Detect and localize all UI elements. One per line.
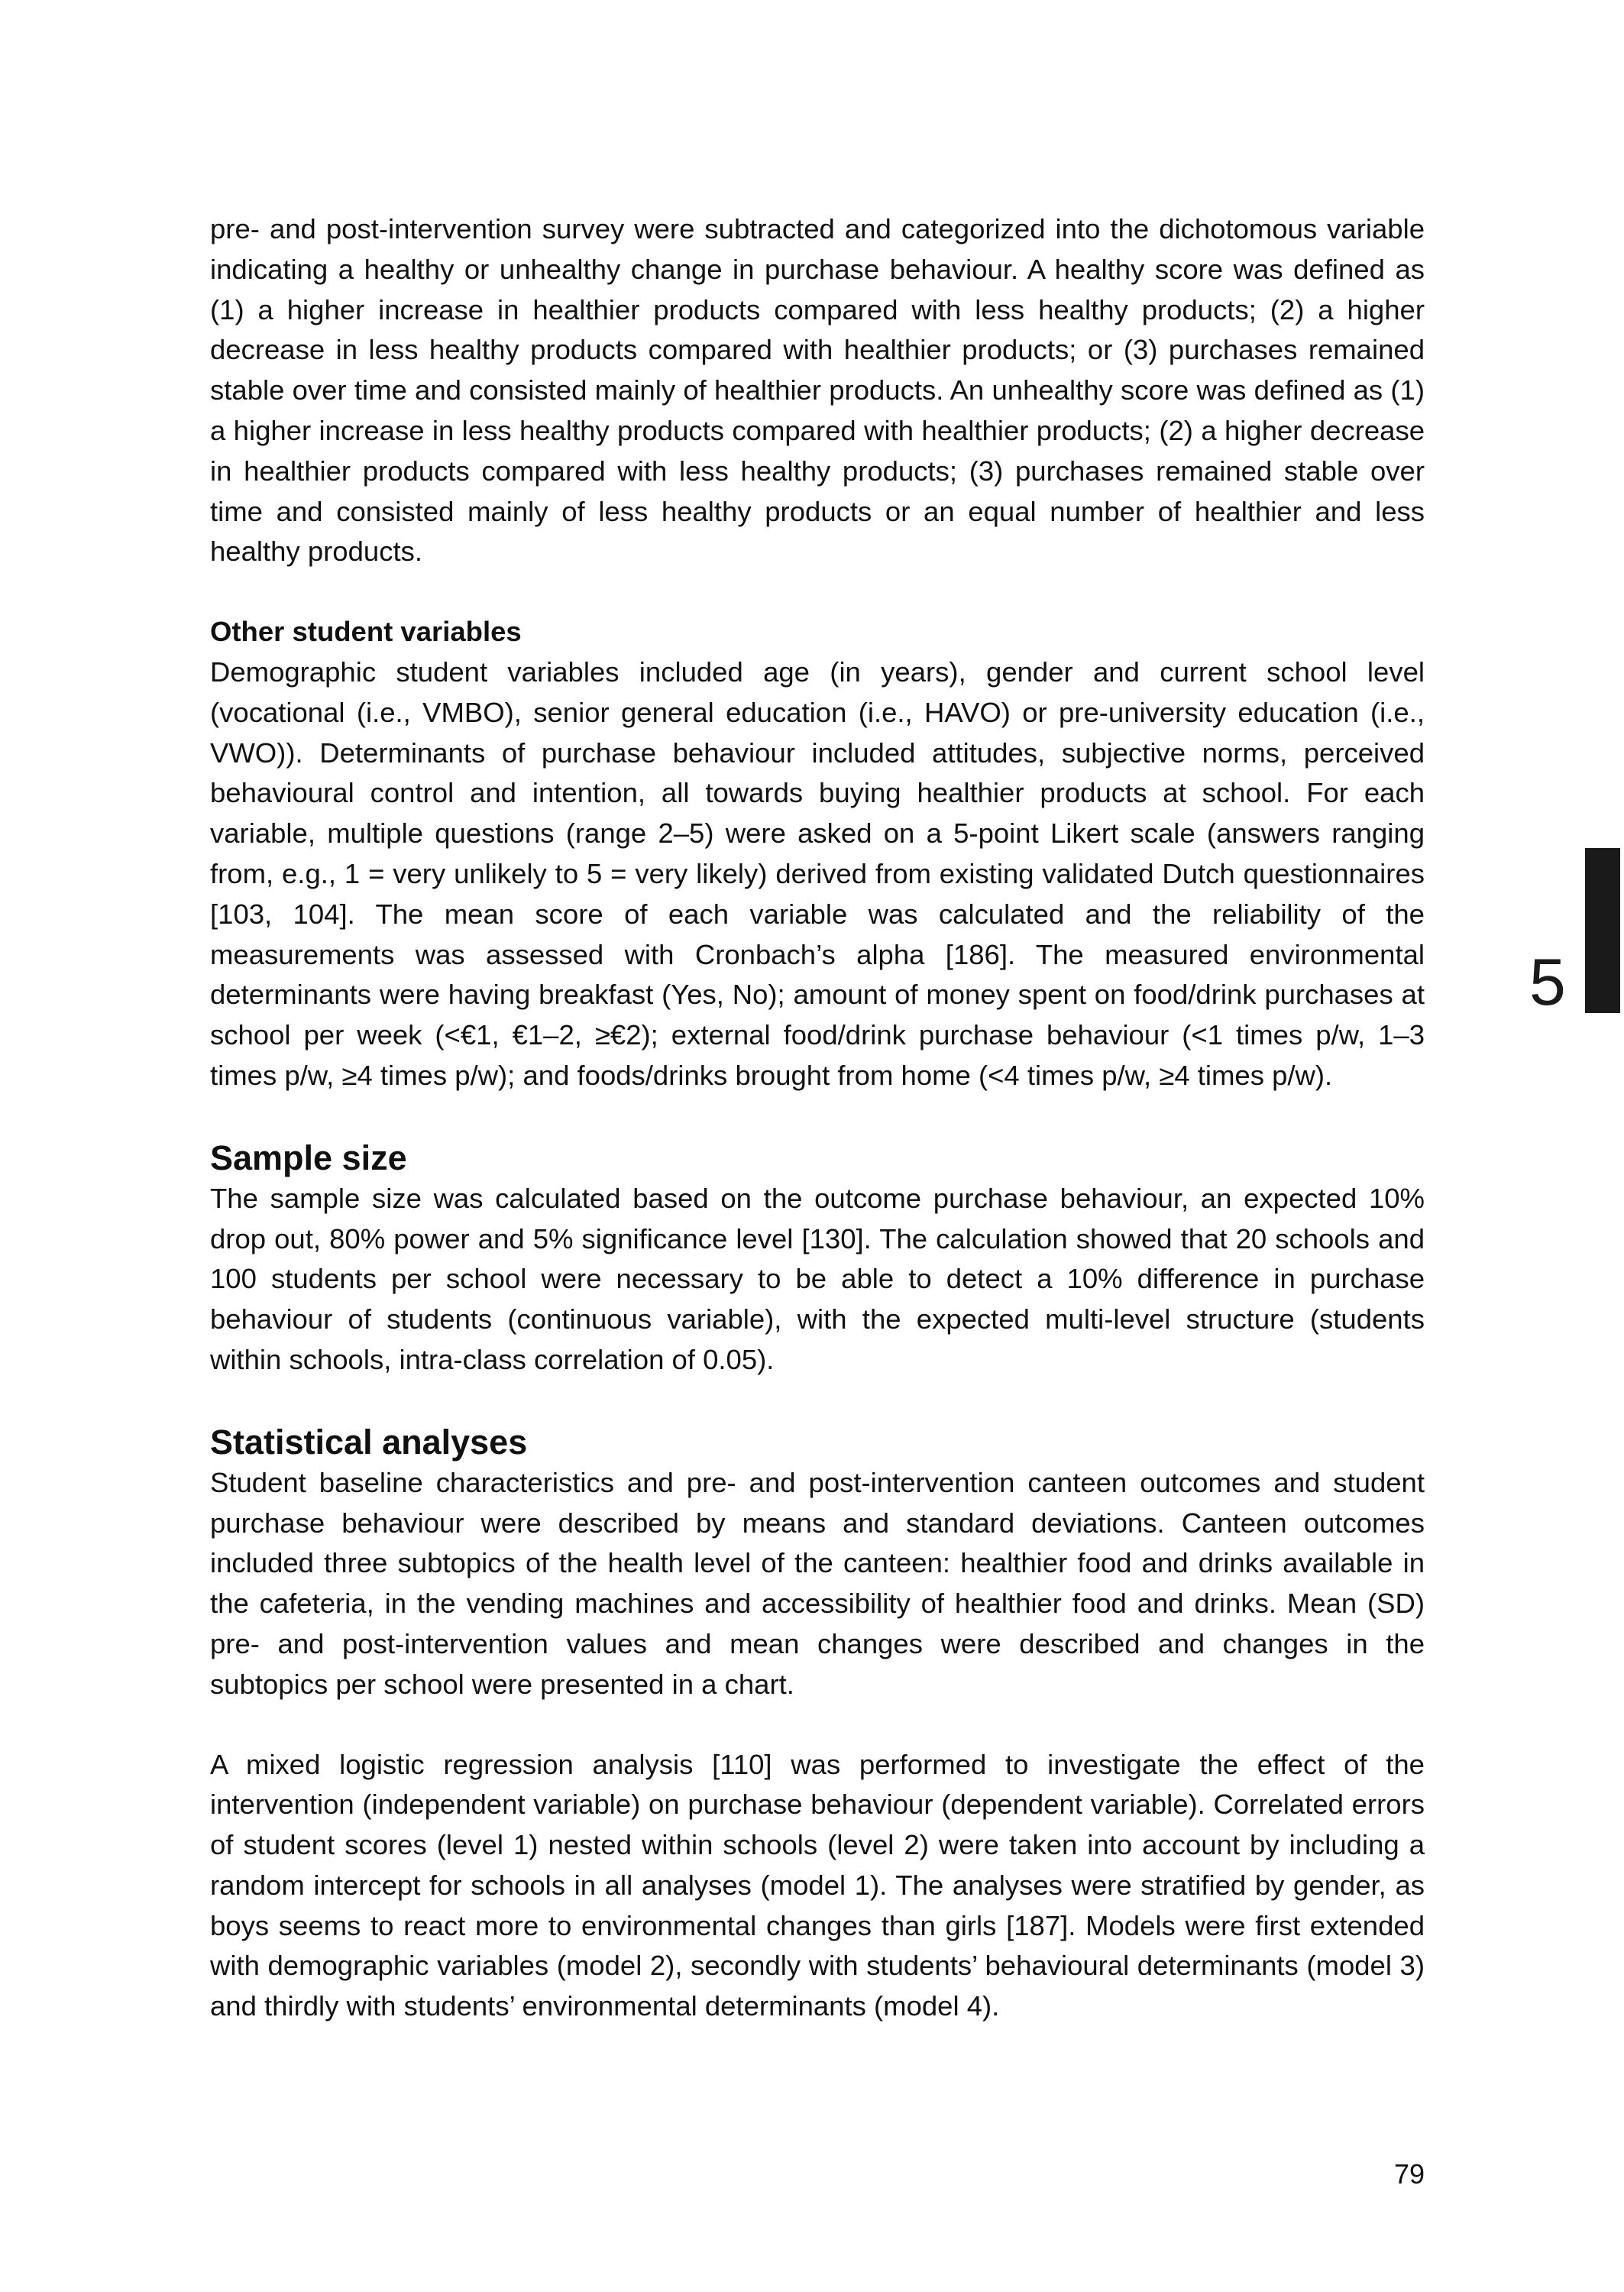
subheading-other-student-variables: Other student variables [210,616,522,648]
section-spacer [210,1096,1425,1138]
chapter-number: 5 [1529,946,1566,1019]
heading-statistical-analyses: Statistical analyses [210,1422,528,1462]
paragraph-sample-size: The sample size was calculated based on the outcome purchase behaviour, an expected 10% drop out, 80% power and 5% significance level [130]. The calculation showed that 20 schools and 100 students per school were necessary to be able to detect a 10% difference in purchase behaviour of students (continuous variable), with the expected multi-level structure (students within schools, intra-class correlation of 0.05). [210,1182,1425,1375]
section-spacer [210,1381,1425,1422]
chapter-tab-marker [1585,848,1620,1013]
paragraph-spacer [210,1705,1425,1745]
heading-sample-size: Sample size [210,1138,407,1177]
page-number: 79 [1393,2158,1425,2190]
paragraph-statistical-analyses-2: A mixed logistic regression analysis [110] was performed to investigate the effect of the intervention (independent variable) on purchase behaviour (dependent variable). Correlated errors of student scores (level 1) nested within schools (level 2) were taken into account by including a random intercept for schools in all analyses (model 1). The analyses were stratified by gender, as boys seems to react more to environmental changes than girls [187]. Models were first extended with demographic variables (model 2), secondly with students’ behavioural determinants (model 3) and thirdly with students’ environmental determinants (model 4). [210,1748,1425,2022]
paragraph-statistical-analyses-1: Student baseline characteristics and pre- and post-intervention canteen outcomes and student purchase behaviour were described by means and standard deviations. Canteen outcomes included three subtopics of the health level of the canteen: healthier food and drinks available in the cafeteria, in the vending machines and accessibility of healthier food and drinks. Mean (SD) pre- and post-intervention values and mean changes were described and changes in the subtopics per school were presented in a chart. [210,1466,1425,1700]
paragraph-spacer [210,572,1425,612]
body-text-column [210,209,1425,2027]
paragraph-purchase-score: pre- and post-intervention survey were subtracted and categorized into the dichotomous variable indicating a healthy or unhealthy change in purchase behaviour. A healthy score was defined as (1) a higher increase in healthier products compared with less healthy products; (2) a higher decrease in less healthy products compared with healthier products; or (3) purchases remained stable over time and consisted mainly of healthier products. An unhealthy score was defined as (1) a higher increase in less healthy products compared with healthier products; (2) a higher decrease in healthier products compared with less healthy products; (3) purchases remained stable over time and consisted mainly of less healthy products or an equal number of healthier and less healthy products. [210,213,1425,568]
paragraph-other-student-variables: Demographic student variables included age (in years), gender and current school level (vocational (i.e., VMBO), senior general education (i.e., HAVO) or pre-university education (i.e., VWO)). Determinants of purchase behaviour included attitudes, subjective norms, perceived behavioural control and intention, all towards buying healthier products at school. For each variable, multiple questions (range 2–5) were asked on a 5-point Likert scale (answers ranging from, e.g., 1 = very unlikely to 5 = very likely) derived from existing validated Dutch questionnaires [103, 104]. The mean score of each variable was calculated and the reliability of the measurements was assessed with Cronbach’s alpha [186]. The measured environmental determinants were having breakfast (Yes, No); amount of money spent on food/drink purchases at school per week (<€1, €1–2, ≥€2); external food/drink purchase behaviour (<1 times p/w, 1–3 times p/w, ≥4 times p/w); and foods/drinks brought from home (<4 times p/w, ≥4 times p/w). [210,656,1425,1091]
